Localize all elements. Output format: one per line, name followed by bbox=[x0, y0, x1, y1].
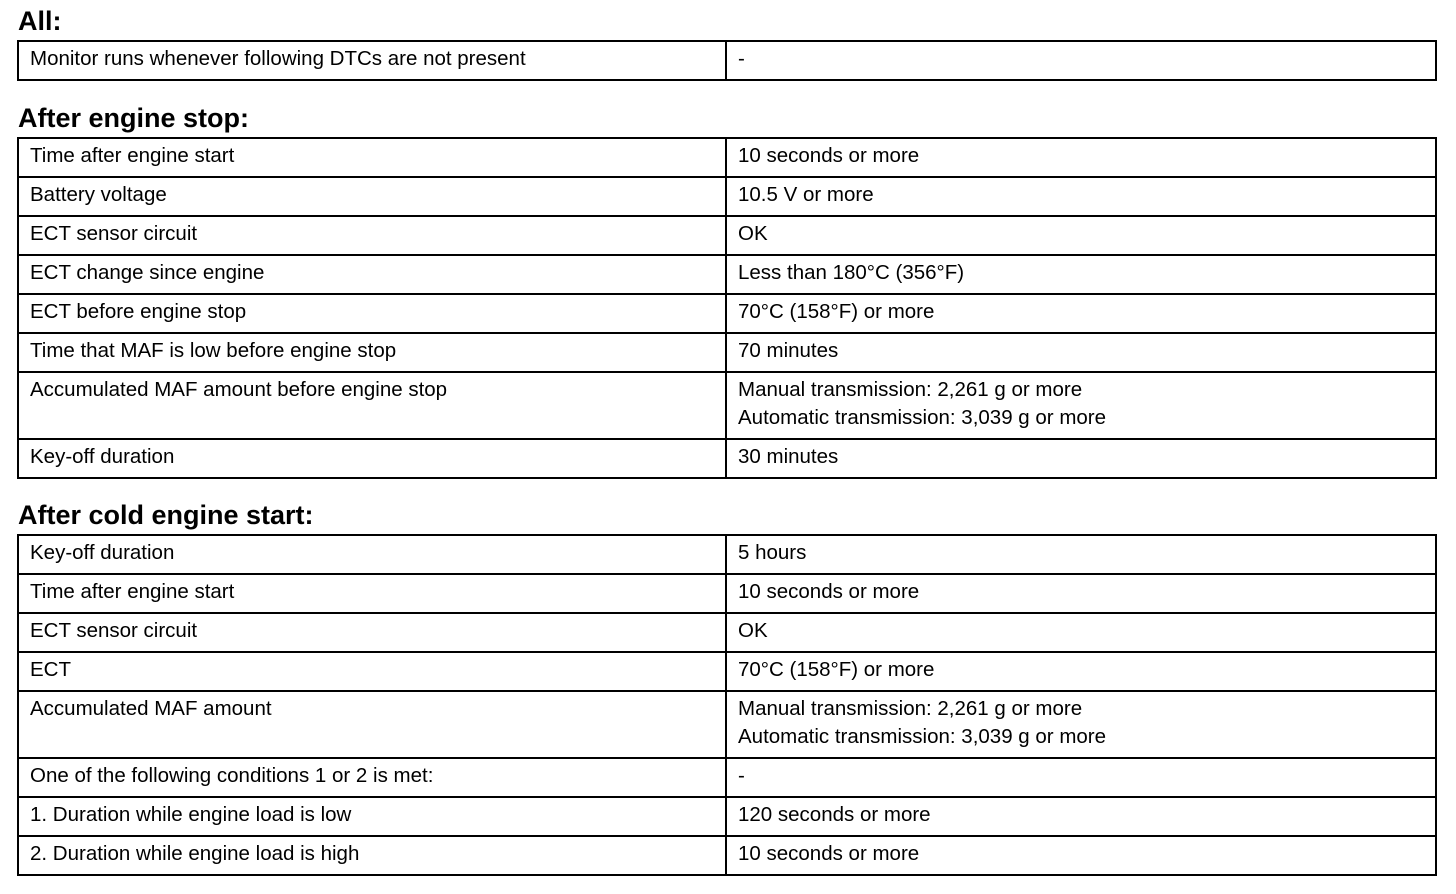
condition-label: ECT change since engine bbox=[18, 255, 726, 294]
condition-value: 70 minutes bbox=[726, 333, 1436, 372]
condition-label: Monitor runs whenever following DTCs are not present bbox=[18, 41, 726, 80]
table-row bbox=[18, 836, 1436, 875]
condition-label: Time after engine start bbox=[18, 574, 726, 613]
condition-value: OK bbox=[726, 613, 1436, 652]
table-row bbox=[18, 797, 1436, 836]
condition-value: 30 minutes bbox=[726, 439, 1436, 478]
condition-value: 70°C (158°F) or more bbox=[726, 294, 1436, 333]
table-row bbox=[18, 216, 1436, 255]
condition-label: Battery voltage bbox=[18, 177, 726, 216]
condition-value: 10 seconds or more bbox=[726, 836, 1436, 875]
condition-label: Time that MAF is low before engine stop bbox=[18, 333, 726, 372]
condition-label: 1. Duration while engine load is low bbox=[18, 797, 726, 836]
table-row bbox=[18, 138, 1436, 177]
condition-value: 70°C (158°F) or more bbox=[726, 652, 1436, 691]
table-row bbox=[18, 535, 1436, 574]
table-after-cold-engine-start bbox=[17, 534, 1437, 876]
condition-label: Time after engine start bbox=[18, 138, 726, 177]
condition-value bbox=[726, 372, 1436, 439]
condition-value bbox=[726, 691, 1436, 758]
condition-value: 10 seconds or more bbox=[726, 138, 1436, 177]
table-row bbox=[18, 294, 1436, 333]
value-line-automatic: Automatic transmission: 3,039 g or more bbox=[738, 406, 1107, 429]
table-row bbox=[18, 255, 1436, 294]
table-row bbox=[18, 691, 1436, 758]
value-line-automatic: Automatic transmission: 3,039 g or more bbox=[738, 725, 1107, 748]
table-all bbox=[17, 40, 1437, 81]
table-row bbox=[18, 41, 1436, 80]
table-row bbox=[18, 758, 1436, 797]
table-row bbox=[18, 574, 1436, 613]
condition-label: ECT bbox=[18, 652, 726, 691]
condition-label: Key-off duration bbox=[18, 439, 726, 478]
condition-label: 2. Duration while engine load is high bbox=[18, 836, 726, 875]
condition-value: 10 seconds or more bbox=[726, 574, 1436, 613]
condition-label: ECT sensor circuit bbox=[18, 216, 726, 255]
condition-label: ECT before engine stop bbox=[18, 294, 726, 333]
table-row bbox=[18, 372, 1436, 439]
section-title-all: All: bbox=[18, 6, 62, 36]
section-title-after-engine-stop: After engine stop: bbox=[18, 103, 250, 133]
value-line-manual: Manual transmission: 2,261 g or more bbox=[738, 378, 1083, 401]
section-title-after-cold-engine-start: After cold engine start: bbox=[18, 500, 314, 530]
table-row bbox=[18, 439, 1436, 478]
condition-value: 10.5 V or more bbox=[726, 177, 1436, 216]
condition-value: 120 seconds or more bbox=[726, 797, 1436, 836]
condition-label: Key-off duration bbox=[18, 535, 726, 574]
condition-value: Less than 180°C (356°F) bbox=[726, 255, 1436, 294]
table-row bbox=[18, 333, 1436, 372]
condition-value: - bbox=[726, 758, 1436, 797]
condition-label: Accumulated MAF amount bbox=[18, 691, 726, 758]
condition-value: OK bbox=[726, 216, 1436, 255]
table-row bbox=[18, 613, 1436, 652]
condition-label: Accumulated MAF amount before engine stop bbox=[18, 372, 726, 439]
condition-label: ECT sensor circuit bbox=[18, 613, 726, 652]
condition-value: 5 hours bbox=[726, 535, 1436, 574]
condition-value: - bbox=[726, 41, 1436, 80]
table-row bbox=[18, 177, 1436, 216]
value-line-manual: Manual transmission: 2,261 g or more bbox=[738, 697, 1083, 720]
condition-label: One of the following conditions 1 or 2 is met: bbox=[18, 758, 726, 797]
table-after-engine-stop bbox=[17, 137, 1437, 479]
table-row bbox=[18, 652, 1436, 691]
